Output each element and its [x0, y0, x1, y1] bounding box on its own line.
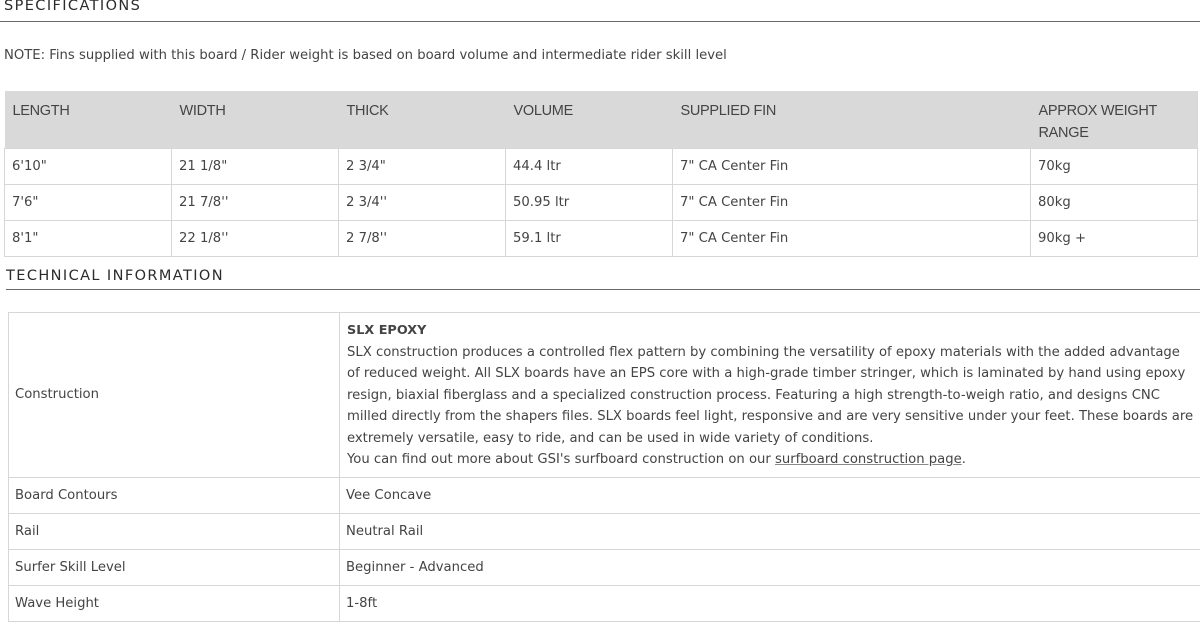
wave-height-label: Wave Height	[9, 585, 340, 621]
table-row	[5, 220, 1198, 256]
table-row-construction	[9, 313, 1200, 478]
table-row	[9, 513, 1200, 549]
cell-supplied-fin: 7" CA Center Fin	[673, 220, 1031, 256]
specifications-table	[4, 91, 1198, 257]
cell-volume: 50.95 ltr	[506, 184, 673, 220]
surfer-skill-level-label: Surfer Skill Level	[9, 549, 340, 585]
board-contours-label: Board Contours	[9, 477, 340, 513]
cell-length: 7'6"	[5, 184, 172, 220]
cell-thick: 2 7/8''	[339, 220, 506, 256]
construction-value	[340, 313, 1200, 478]
construction-more-prefix: You can find out more about GSI's surfboard construction on our	[347, 452, 776, 467]
cell-weight-range: 70kg	[1031, 148, 1198, 184]
table-row	[9, 477, 1200, 513]
cell-weight-range: 80kg	[1031, 184, 1198, 220]
cell-thick: 2 3/4"	[339, 148, 506, 184]
construction-label: Construction	[9, 313, 340, 478]
cell-thick: 2 3/4''	[339, 184, 506, 220]
specifications-title: SPECIFICATIONS	[4, 0, 142, 14]
surfer-skill-level-value: Beginner - Advanced	[340, 549, 1200, 585]
header-volume: VOLUME	[506, 91, 673, 148]
cell-width: 21 7/8''	[172, 184, 339, 220]
cell-volume: 59.1 ltr	[506, 220, 673, 256]
cell-length: 6'10"	[5, 148, 172, 184]
technical-information-title: TECHNICAL INFORMATION	[6, 268, 224, 284]
header-length: LENGTH	[5, 91, 172, 148]
specifications-header-row	[5, 91, 1198, 148]
rail-value: Neutral Rail	[340, 513, 1200, 549]
cell-supplied-fin: 7" CA Center Fin	[673, 148, 1031, 184]
header-approx-weight-range: APPROX WEIGHT RANGE	[1031, 91, 1198, 148]
rail-label: Rail	[9, 513, 340, 549]
board-contours-value: Vee Concave	[340, 477, 1200, 513]
technical-information-table	[8, 312, 1200, 622]
specifications-divider	[0, 21, 1200, 22]
table-row	[5, 148, 1198, 184]
construction-more-suffix: .	[961, 452, 966, 467]
surfboard-construction-link[interactable]: surfboard construction page	[775, 452, 962, 467]
header-thick: THICK	[339, 91, 506, 148]
wave-height-value: 1-8ft	[340, 585, 1200, 621]
cell-width: 21 1/8"	[172, 148, 339, 184]
construction-heading: SLX EPOXY	[347, 323, 427, 338]
technical-information-divider	[6, 289, 1200, 290]
construction-description: SLX construction produces a controlled flex pattern by combining the versatility of epoxy materials with the added advantage of reduced weight. All SLX boards have an EPS core with a high-grade timber stringer, which is laminated by hand using epoxy resign, biaxial fiberglass and a specialized construction process. Featuring a high strength-to-weigh ratio, and designs CNC milled directly from the shapers files. SLX boards feel light, responsive and are very sensitive under your feet. These boards are extremely versatile, easy to ride, and can be used in wide variety of conditions.	[347, 344, 1194, 446]
cell-length: 8'1"	[5, 220, 172, 256]
cell-volume: 44.4 ltr	[506, 148, 673, 184]
header-width: WIDTH	[172, 91, 339, 148]
table-row	[5, 184, 1198, 220]
header-supplied-fin: SUPPLIED FIN	[673, 91, 1031, 148]
table-row	[9, 549, 1200, 585]
specifications-note: NOTE: Fins supplied with this board / Rider weight is based on board volume and intermediate rider skill level	[4, 48, 727, 63]
cell-weight-range: 90kg +	[1031, 220, 1198, 256]
cell-width: 22 1/8''	[172, 220, 339, 256]
cell-supplied-fin: 7" CA Center Fin	[673, 184, 1031, 220]
table-row	[9, 585, 1200, 621]
